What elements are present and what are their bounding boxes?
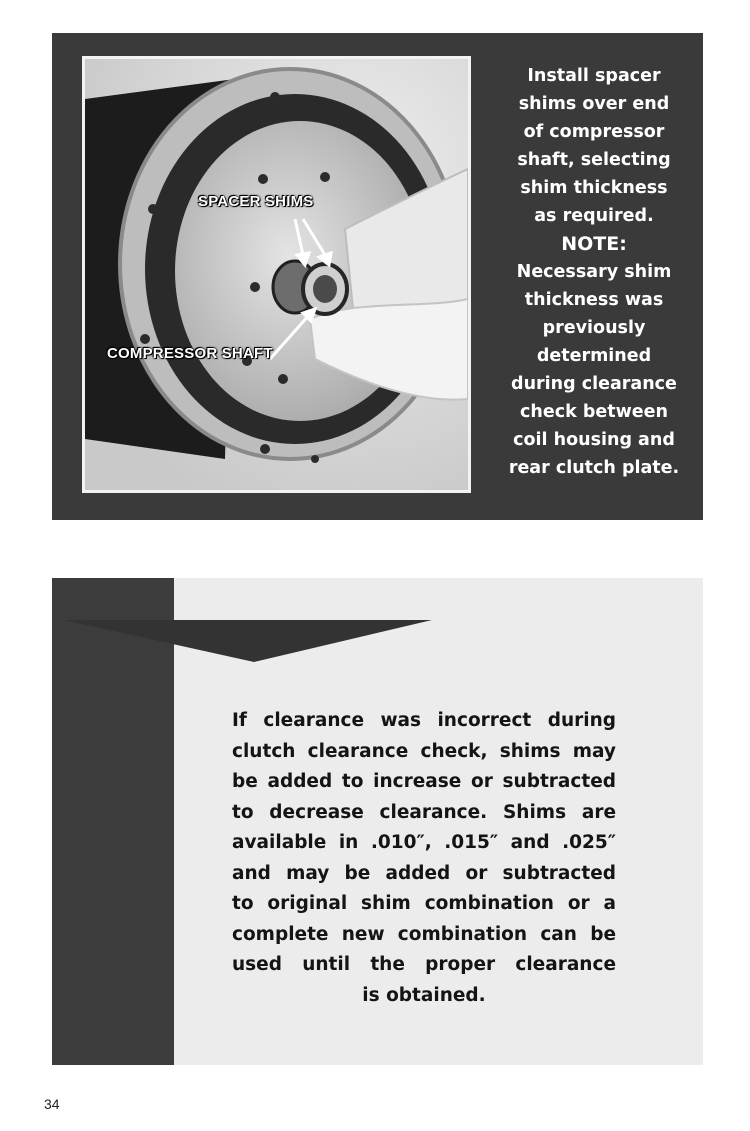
page-number: 34 (44, 1096, 60, 1112)
figure-caption (494, 62, 694, 482)
caption-line: rear clutch plate. (508, 458, 680, 478)
caption-line: Install spacer (527, 66, 661, 86)
paragraph-line: available in .010″, .015″ and .025″ (232, 832, 616, 853)
compressor-shaft-label: COMPRESSOR SHAFT (107, 345, 273, 362)
caption-line: previously (542, 318, 646, 338)
caption-line: determined (536, 346, 652, 366)
clearance-paragraph (232, 706, 616, 1011)
caption-line: thickness was (524, 290, 664, 310)
paragraph-line: clutch clearance check, shims may (232, 740, 616, 762)
paragraph-line: to original shim combination or a (232, 893, 616, 914)
caption-line: of compressor (523, 122, 665, 142)
caption-line: shaft, selecting (517, 150, 671, 170)
caption-line: shims over end (518, 94, 670, 114)
paragraph-line: used until the proper clearance (232, 954, 616, 975)
caption-line: as required. (534, 206, 654, 226)
caption-line: shim thickness (520, 178, 668, 198)
caption-line: during clearance (511, 374, 677, 394)
paragraph-line: be added to increase or subtracted (232, 771, 616, 792)
spacer-shims-label: SPACER SHIMS (198, 193, 314, 210)
paragraph-line: If clearance was incorrect during (232, 710, 616, 731)
paragraph-line: and may be added or subtracted (232, 862, 616, 884)
down-arrow-icon (64, 620, 434, 665)
caption-line: check between (520, 402, 668, 422)
caption-line: coil housing and (513, 430, 675, 450)
caption-note-heading: NOTE: (561, 233, 627, 255)
compressor-illustration (85, 59, 468, 490)
caption-line: Necessary shim (516, 262, 672, 282)
paragraph-line: to decrease clearance. Shims are (232, 801, 616, 823)
compressor-photo (82, 56, 471, 493)
paragraph-line: is obtained. (362, 984, 486, 1006)
paragraph-line: complete new combination can be (232, 923, 616, 945)
